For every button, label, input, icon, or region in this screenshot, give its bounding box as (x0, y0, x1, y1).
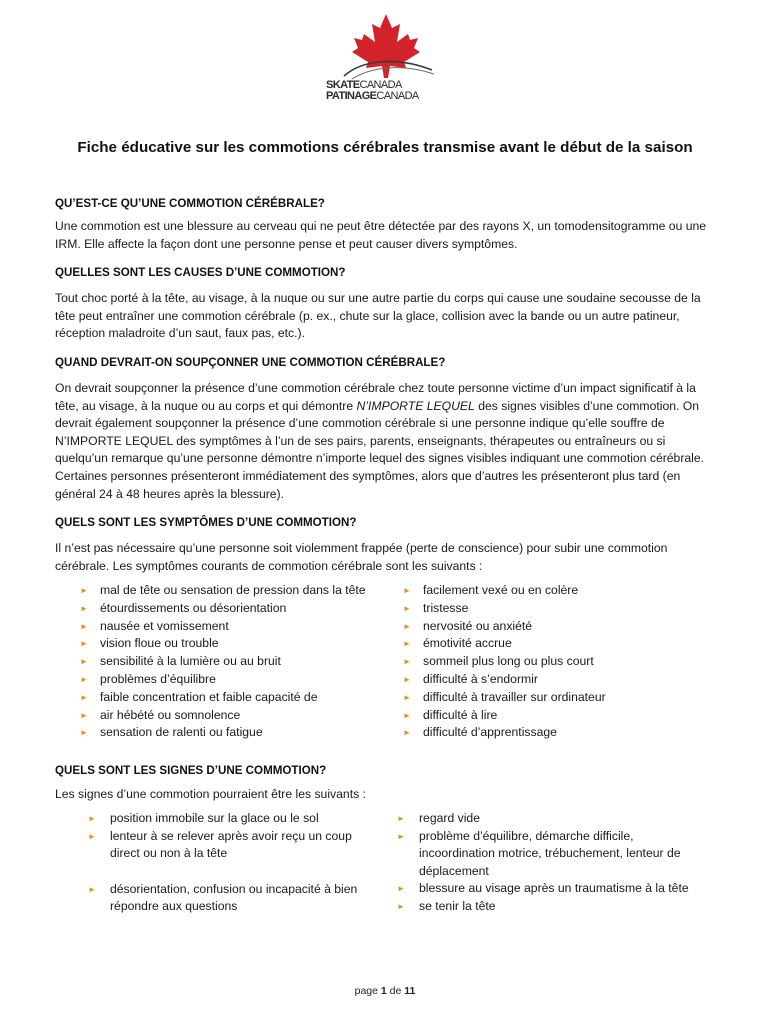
logo-skate: SKATE (326, 79, 360, 91)
list-item (403, 618, 703, 636)
arrow-bullet-icon: ► (403, 586, 411, 595)
paragraph-when (55, 380, 717, 503)
arrow-bullet-icon: ► (80, 710, 88, 720)
list-item (403, 600, 703, 618)
list-item-text: nervosité ou anxiété (423, 618, 533, 633)
list-item (403, 689, 703, 707)
list-item-text: mal de tête ou sensation de pression dans la tête (100, 583, 366, 597)
logo-canada: CANADA (359, 79, 402, 91)
symptoms-list-right (403, 582, 703, 742)
arrow-bullet-icon: ► (397, 831, 405, 841)
arrow-bullet-icon: ► (397, 884, 405, 894)
list-item (403, 671, 703, 689)
arrow-bullet-icon: ► (80, 692, 88, 702)
list-item (80, 618, 380, 636)
list-item-text: se tenir la tête (419, 898, 496, 913)
list-item-text: tristesse (423, 600, 469, 615)
when-text-end: des signes visibles d’une commotion. On devrait également soupçonner la présence d’une commotion cérébrale si une personne indique qu’elle souffre de N’IMPORTE LEQUEL des symptômes à l’un de ses pairs, parents, enseignants, thérapeutes ou entraîneurs ou si quelqu’un remarque qu’une personne démontre n’importe lequel des signes visibles indiquant une commotion cérébrale. Certaines personnes présenteront immédiatement des symptômes, alors que d’autres les présenteront plus tard (en général 24 à 48 heures après la blessure). (55, 398, 705, 501)
signs-list-left (88, 810, 376, 916)
list-item-text: air hébété ou somnolence (100, 707, 241, 722)
list-item-text: sommeil plus long ou plus court (423, 654, 594, 669)
signs-list-right (397, 810, 697, 916)
arrow-bullet-icon: ► (403, 692, 411, 702)
list-item-text: regard vide (419, 811, 480, 825)
list-item (403, 582, 703, 600)
list-item (80, 724, 380, 742)
symptoms-list-left (80, 582, 380, 742)
arrow-bullet-icon: ► (397, 901, 405, 911)
list-item (80, 707, 380, 725)
list-item-text: position immobile sur la glace ou le sol (110, 811, 319, 825)
paragraph-signs: Les signes d’une commotion pourraient être les suivants : (55, 787, 366, 801)
list-item-text: désorientation, confusion ou incapacité à bien répondre aux questions (110, 881, 358, 914)
list-item (80, 582, 380, 600)
list-item-text: sensation de ralenti ou fatigue (100, 725, 263, 740)
arrow-bullet-icon: ► (80, 728, 88, 738)
arrow-bullet-icon: ► (88, 831, 96, 841)
arrow-bullet-icon: ► (403, 639, 411, 649)
list-item (80, 600, 380, 618)
list-item-text: lenteur à se relever après avoir reçu un coup direct ou non à la tête (110, 828, 352, 861)
list-item (403, 653, 703, 671)
list-item-text: difficulté à lire (423, 707, 498, 722)
list-item-text: difficulté à s’endormir (423, 671, 538, 686)
logo-line-2 (326, 91, 419, 102)
document-title: Fiche éducative sur les commotions cérébrales transmise avant le début de la saison (77, 139, 693, 156)
heading-signs: QUELS SONT LES SIGNES D’UNE COMMOTION? (55, 764, 327, 777)
list-item-text: problème d’équilibre, démarche difficile, incoordination motrice, trébuchement, lenteur de déplacement (419, 828, 681, 878)
list-item (397, 810, 697, 828)
list-item (80, 635, 380, 653)
list-item (397, 880, 697, 898)
list-item (88, 828, 376, 863)
list-item (88, 881, 376, 916)
list-item (80, 689, 380, 707)
paragraph-what: Une commotion est une blessure au cerveau qui ne peut être détectée par des rayons X, un tomodensitogramme ou une IRM. Elle affecte la façon dont une personne pense et peut causer divers symptômes. (55, 219, 707, 251)
list-item-text: blessure au visage après un traumatisme à la tête (419, 881, 689, 896)
arrow-bullet-icon: ► (88, 814, 96, 823)
heading-what: QU’EST-CE QU’UNE COMMOTION CÉRÉBRALE? (55, 197, 325, 210)
heading-causes: QUELLES SONT LES CAUSES D’UNE COMMOTION? (55, 266, 346, 279)
arrow-bullet-icon: ► (403, 657, 411, 667)
paragraph-causes: Tout choc porté à la tête, au visage, à la nuque ou sur une autre partie du corps qui cause une soudaine secousse de la tête peut entraîner une commotion cérébrale (p. ex., chute sur la glace, collision avec la bande ou un autre patineur, réception maladroite d’un saut, faux pas, etc.). (55, 291, 701, 341)
list-item-text: émotivité accrue (423, 636, 512, 651)
list-item (88, 810, 376, 828)
list-item-text: facilement vexé ou en colère (423, 583, 579, 597)
list-item-text: difficulté d’apprentissage (423, 725, 557, 740)
list-item (403, 707, 703, 725)
arrow-bullet-icon: ► (80, 657, 88, 667)
list-item (397, 828, 697, 881)
list-item (397, 898, 697, 916)
list-item-text: étourdissements ou désorientation (100, 600, 287, 615)
list-item-text: problèmes d’équilibre (100, 671, 216, 686)
logo-canada-2: CANADA (376, 90, 419, 102)
maple-leaf-icon (322, 12, 450, 82)
arrow-bullet-icon: ► (88, 884, 96, 894)
list-item-text: nausée et vomissement (100, 618, 229, 633)
list-item-text: vision floue ou trouble (100, 636, 219, 651)
list-item (403, 724, 703, 742)
page-current: 1 (380, 985, 387, 997)
arrow-bullet-icon: ► (80, 674, 88, 684)
list-item-text: sensibilité à la lumière ou au bruit (100, 654, 281, 669)
arrow-bullet-icon: ► (403, 728, 411, 738)
arrow-bullet-icon: ► (80, 586, 88, 595)
page-sep: de (389, 985, 402, 997)
page-total: 11 (404, 985, 416, 997)
arrow-bullet-icon: ► (397, 814, 405, 823)
page-number (0, 985, 770, 997)
arrow-bullet-icon: ► (403, 621, 411, 631)
heading-when: QUAND DEVRAIT-ON SOUPÇONNER UNE COMMOTION CÉRÉBRALE? (55, 356, 446, 369)
paragraph-symptoms: Il n’est pas nécessaire qu’une personne soit violemment frappée (perte de conscience) pour subir une commotion cérébrale. Les symptômes courants de commotion cérébrale sont les suivants : (55, 541, 668, 573)
page-prefix: page (354, 985, 378, 997)
list-item-text: difficulté à travailler sur ordinateur (423, 689, 606, 704)
arrow-bullet-icon: ► (403, 674, 411, 684)
list-item-text: faible concentration et faible capacité de (100, 689, 318, 704)
arrow-bullet-icon: ► (403, 710, 411, 720)
when-text-start: On devrait soupçonner la présence d’une commotion cérébrale chez toute personne victime d’un impact significatif à la tête, au visage, à la nuque ou au corps et qui démontre (55, 381, 696, 413)
arrow-bullet-icon: ► (80, 639, 88, 649)
list-item (80, 671, 380, 689)
arrow-bullet-icon: ► (403, 603, 411, 613)
arrow-bullet-icon: ► (80, 603, 88, 613)
heading-symptoms: QUELS SONT LES SYMPTÔMES D’UNE COMMOTION? (55, 516, 357, 529)
list-item (80, 653, 380, 671)
arrow-bullet-icon: ► (80, 621, 88, 631)
skate-canada-logo (322, 12, 450, 104)
logo-patinage: PATINAGE (326, 90, 377, 102)
list-item (403, 635, 703, 653)
when-text-emphasis: N’IMPORTE LEQUEL (356, 398, 475, 413)
